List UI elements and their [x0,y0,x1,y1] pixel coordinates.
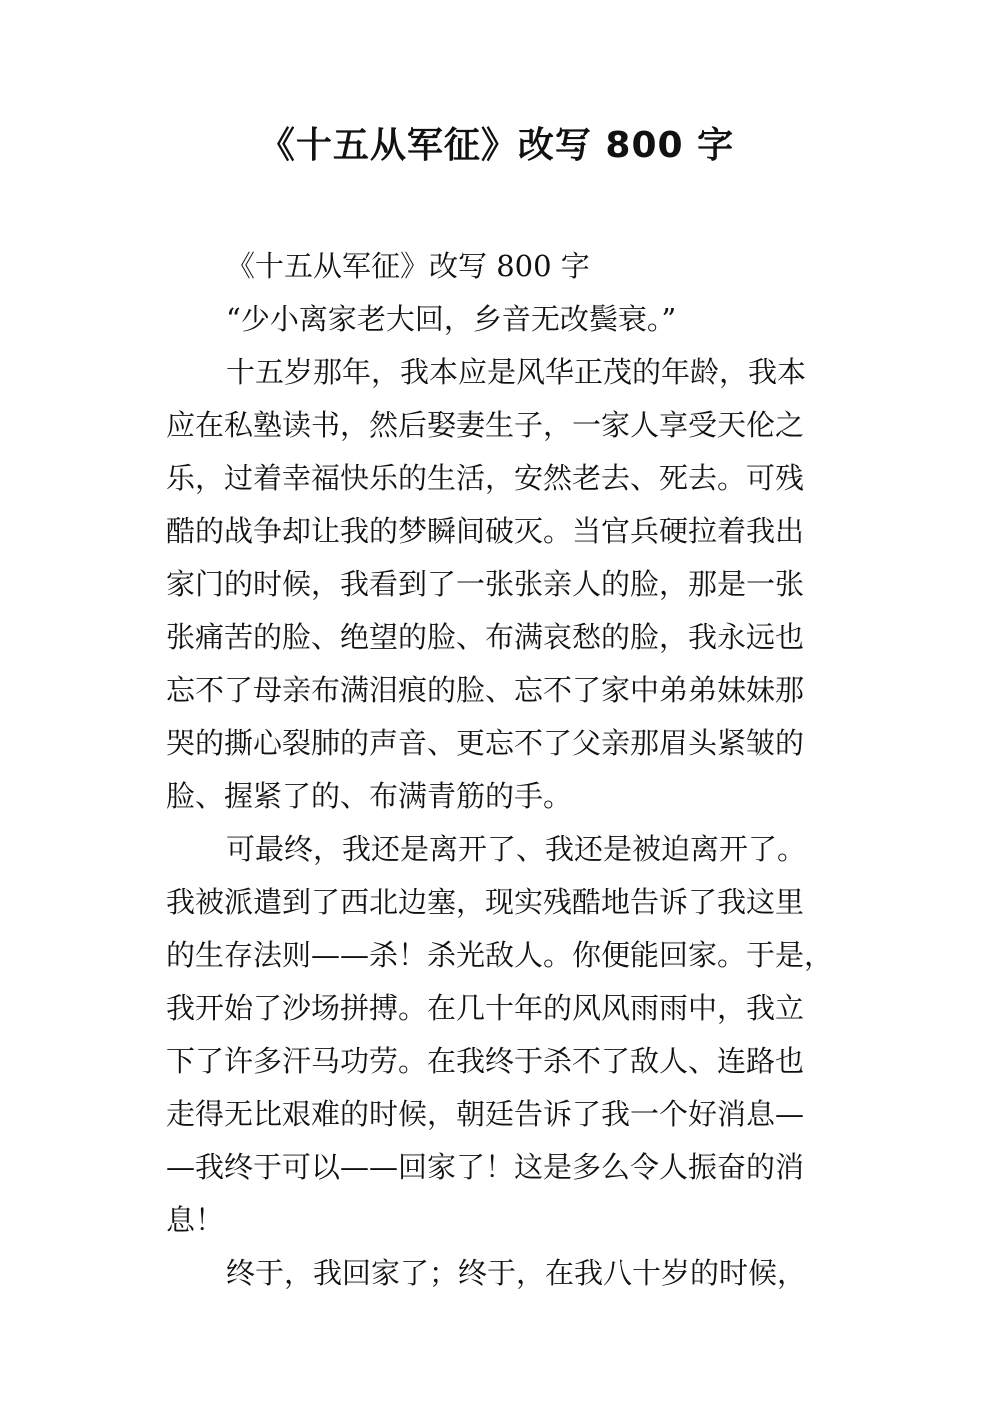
subtitle-line: 《十五从军征》改写 800 字 [226,249,590,283]
paragraph-1-line-6: 张痛苦的脸、绝望的脸、布满哀愁的脸，我永远也 [166,620,805,654]
paragraph-3-line-1: 终于，我回家了；终于，在我八十岁的时候， [226,1256,807,1290]
paragraph-2-line-3: 的生存法则——杀！杀光敌人。你便能回家。于是， [166,938,834,972]
paragraph-2-line-8: 息！ [166,1203,225,1237]
poem-quote-line: “少小离家老大回，乡音无改鬓衰。” [226,302,677,336]
paragraph-1-line-7: 忘不了母亲布满泪痕的脸、忘不了家中弟弟妹妹那 [166,673,805,707]
paragraph-1-line-2: 应在私塾读书，然后娶妻生子，一家人享受天伦之 [166,408,805,442]
paragraph-1-line-4: 酷的战争却让我的梦瞬间破灭。当官兵硬拉着我出 [166,514,805,548]
paragraph-2-line-4: 我开始了沙场拼搏。在几十年的风风雨雨中，我立 [166,991,805,1025]
paragraph-1-line-1: 十五岁那年，我本应是风华正茂的年龄，我本 [226,355,807,389]
document-body [166,240,834,1300]
paragraph-2-line-5: 下了许多汗马功劳。在我终于杀不了敌人、连路也 [166,1044,805,1078]
paragraph-1-line-9: 脸、握紧了的、布满青筋的手。 [166,779,573,813]
paragraph-2-line-7: —我终于可以——回家了！这是多么令人振奋的消 [166,1150,805,1184]
paragraph-2-line-1: 可最终，我还是离开了、我还是被迫离开了。 [226,832,807,866]
paragraph-1-line-3: 乐，过着幸福快乐的生活，安然老去、死去。可残 [166,461,805,495]
paragraph-1-line-8: 哭的撕心裂肺的声音、更忘不了父亲那眉头紧皱的 [166,726,805,760]
document-title: 《十五从军征》改写 800 字 [258,125,735,166]
paragraph-2-line-2: 我被派遣到了西北边塞，现实残酷地告诉了我这里 [166,885,805,919]
paragraph-2-line-6: 走得无比艰难的时候，朝廷告诉了我一个好消息— [166,1097,805,1131]
paragraph-1-line-5: 家门的时候，我看到了一张张亲人的脸，那是一张 [166,567,805,601]
